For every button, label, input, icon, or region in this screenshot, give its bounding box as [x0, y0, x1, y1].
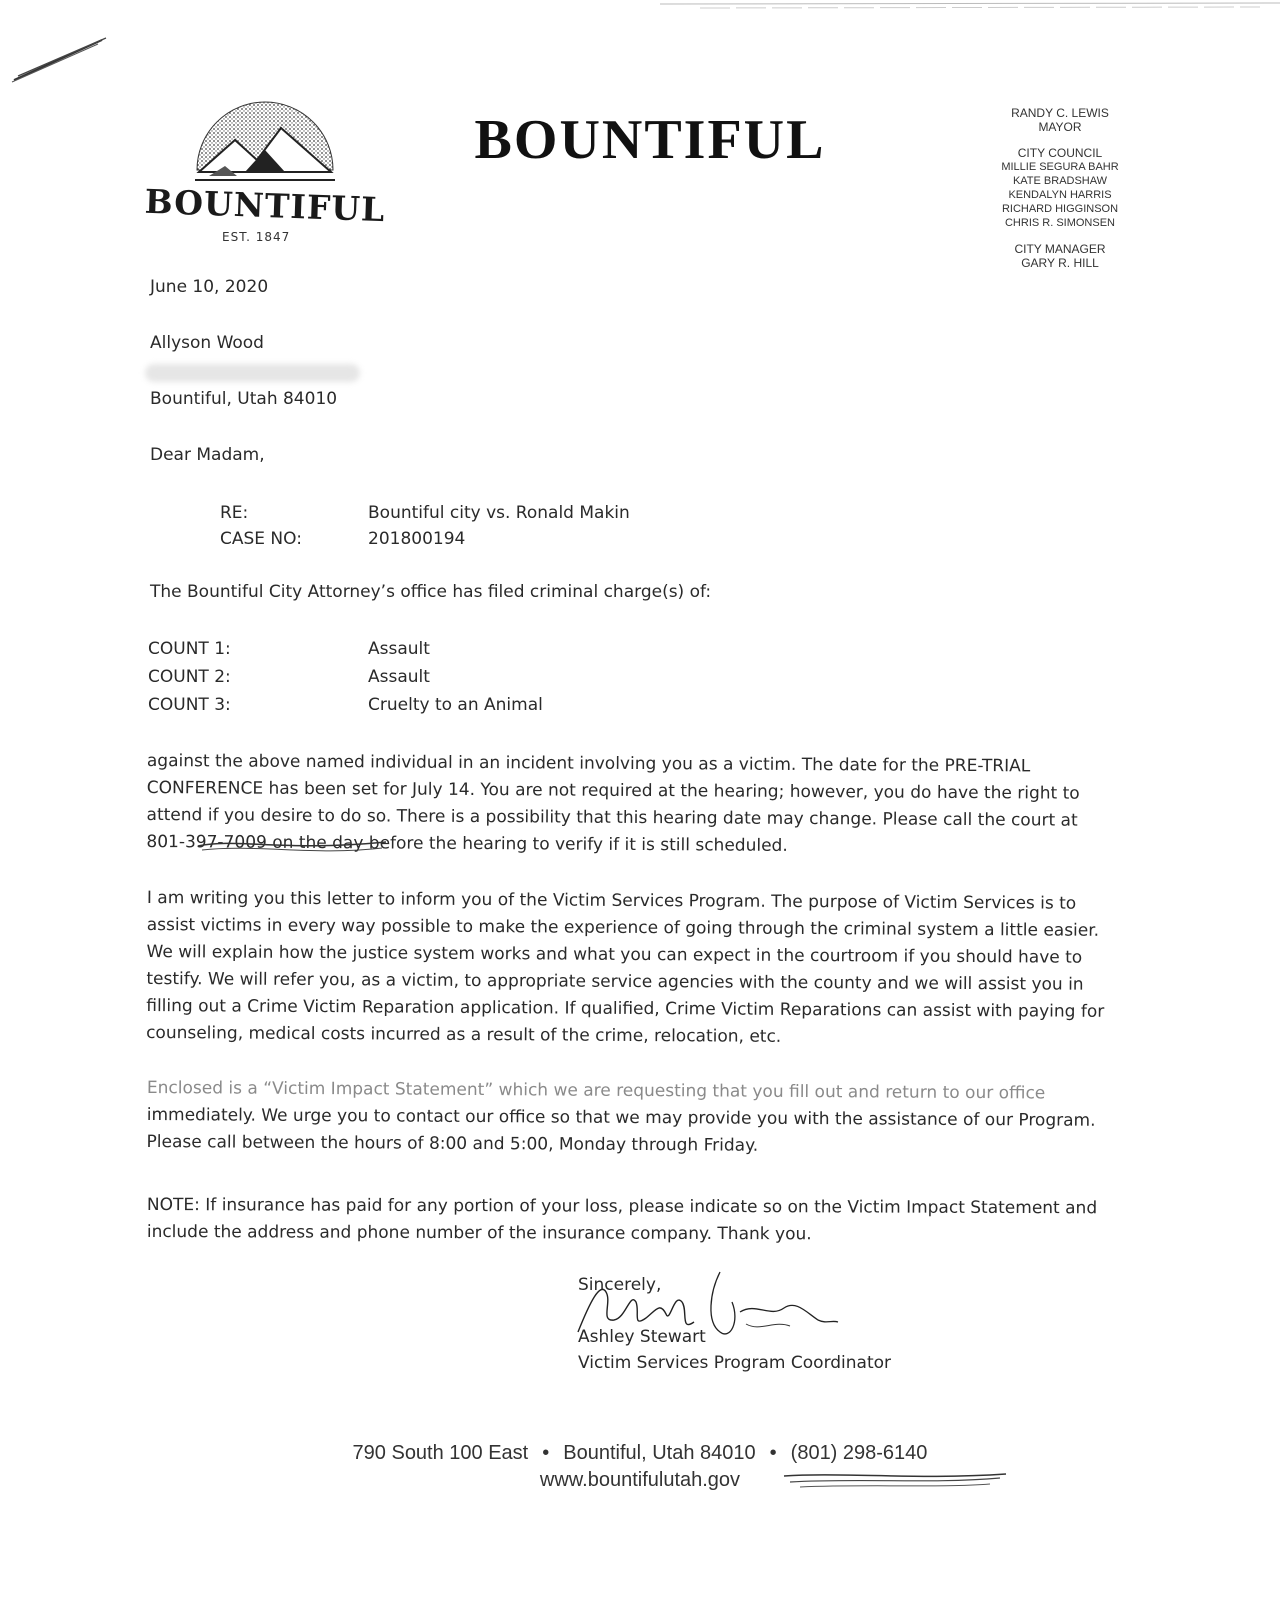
officials-list — [960, 106, 1160, 282]
case-value: 201800194 — [368, 529, 466, 549]
impact-statement-text: immediately. We urge you to contact our office so that we may provide you with the assistance of our Program. Please call between the hours of 8:00 and 5:00, Monday through Friday. — [146, 1104, 1096, 1156]
footer-scribble-mark — [780, 1462, 1010, 1492]
re-value: Bountiful city vs. Ronald Makin — [368, 503, 630, 523]
footer-address: 790 South 100 East — [352, 1442, 529, 1464]
footer-phone: (801) 298-6140 — [790, 1442, 928, 1464]
recipient-name: Allyson Wood — [150, 333, 264, 353]
council-member: CHRIS R. SIMONSEN — [1004, 217, 1115, 229]
case-reference — [220, 500, 630, 552]
case-label: CASE NO: — [220, 529, 302, 549]
council-member: MILLIE SEGURA BAHR — [1001, 161, 1119, 173]
count-label: COUNT 1: — [148, 639, 231, 659]
mayor-title: MAYOR — [1038, 120, 1082, 134]
footer-separator: • — [542, 1442, 550, 1464]
redacted-address — [145, 364, 360, 382]
phone-scribble-mark — [196, 830, 396, 860]
hearing-paragraph: against the above named individual in an incident involving you as a victim. The date for the PRE-TRIAL CONFERENCE has been set for July 14. You are not required at the hearing; however, you do have the right to attend if you desire to do so. There is a possibility that this hearing date may change. Please call the court at 801-397-7009 on the day before the hearing to verify if it is still scheduled. — [146, 750, 1080, 856]
mountain-logo-icon — [185, 100, 345, 190]
letterhead-title: BOUNTIFUL — [474, 109, 826, 171]
logo-wordmark: BOUNTIFUL — [144, 181, 386, 230]
pen-mark — [10, 36, 110, 86]
count-label: COUNT 2: — [148, 667, 231, 687]
insurance-note-paragraph: NOTE: If insurance has paid for any portion of your loss, please indicate so on the Victim Impact Statement and include the address and phone number of the insurance company. Thank you. — [146, 1195, 1098, 1245]
manager-name: GARY R. HILL — [1021, 256, 1099, 270]
mayor-name: RANDY C. LEWIS — [1011, 106, 1109, 120]
count-row — [148, 663, 543, 691]
count-row — [148, 635, 543, 663]
council-title: CITY COUNCIL — [1017, 146, 1103, 160]
count-label: COUNT 3: — [148, 695, 231, 715]
footer-city: Bountiful, Utah 84010 — [563, 1442, 756, 1464]
city-logo — [140, 100, 390, 250]
count-value: Assault — [368, 667, 430, 687]
scan-edge-lines — [660, 0, 1280, 14]
count-row — [148, 691, 543, 719]
council-member: RICHARD HIGGINSON — [1001, 203, 1119, 215]
council-member: KENDALYN HARRIS — [1008, 189, 1112, 201]
council-member: KATE BRADSHAW — [1012, 175, 1108, 187]
closing-text: Sincerely, — [578, 1275, 662, 1295]
salutation: Dear Madam, — [150, 445, 265, 465]
logo-established: EST. 1847 — [222, 230, 291, 244]
recipient-city: Bountiful, Utah 84010 — [150, 389, 338, 409]
impact-statement-paragraph — [147, 1075, 1122, 1162]
footer-website: www.bountifulutah.gov — [539, 1469, 741, 1491]
handwritten-signature — [570, 1262, 840, 1352]
manager-title: CITY MANAGER — [1014, 242, 1106, 256]
signer-title: Victim Services Program Coordinator — [578, 1353, 892, 1373]
signer-name: Ashley Stewart — [578, 1327, 706, 1347]
count-value: Cruelty to an Animal — [368, 695, 543, 715]
re-label: RE: — [220, 503, 249, 523]
count-value: Assault — [368, 639, 430, 659]
footer-separator: • — [769, 1442, 777, 1464]
charges-list — [148, 635, 543, 719]
victim-services-paragraph: I am writing you this letter to inform you of the Victim Services Program. The purpose of Victim Services is to assist victims in every way possible to make the experience of going through the criminal system a little easier. We will explain how the justice system works and what you can expect in the courtroom if you should have to testify. We will refer you, as a victim, to appropriate service agencies with the county and we will assist you in filling out a Crime Victim Reparation application. If qualified, Crime Victim Reparations can assist with paying for counseling, medical costs incurred as a result of the crime, relocation, etc. — [146, 887, 1105, 1047]
impact-statement-faded-text: Enclosed is a “Victim Impact Statement” which we are requesting that you fill out and return to our office — [146, 1078, 1046, 1104]
charges-intro: The Bountiful City Attorney’s office has filed criminal charge(s) of: — [150, 582, 712, 602]
letter-date: June 10, 2020 — [150, 277, 269, 297]
